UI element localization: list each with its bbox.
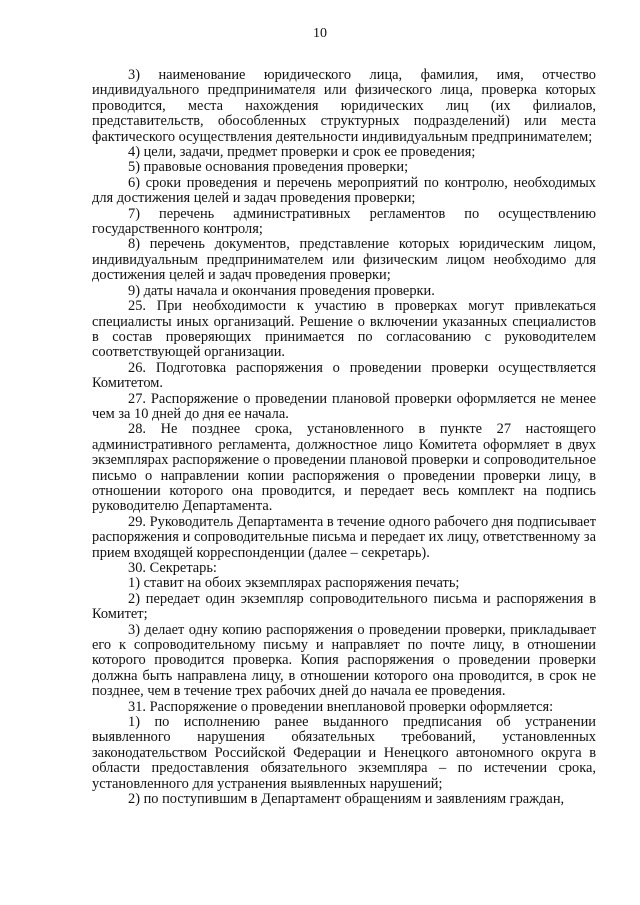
paragraph-section-31-item-1: 1) по исполнению ранее выданного предписания об устранении выявленного нарушения обязательных требований, установленных законодательством Российской Федерации и Ненецкого автономного округа в области предоставления обязательного экземпляра – по истечении срока, установленного для устранения выявленных нарушений; <box>92 714 596 792</box>
paragraph-section-25: 25. При необходимости к участию в проверках могут привлекаться специалисты иных организаций. Решение о включении указанных специалистов в состав проверяющих принимается по согласованию с руководителем соответствующей организации. <box>92 298 596 361</box>
paragraph-item-5: 5) правовые основания проведения проверки; <box>128 159 409 176</box>
paragraph-item-3: 3) наименование юридического лица, фамилия, имя, отчество индивидуального предпринимателя или физического лица, проверка которых проводится, места нахождения юридических лиц (их филиалов, представительств, обособленных структурных подразделений) или места фактического осуществления деятельности индивидуальным предпринимателем; <box>92 67 596 145</box>
paragraph-section-26: 26. Подготовка распоряжения о проведении проверки осуществляется Комитетом. <box>92 359 596 392</box>
paragraph-item-6: 6) сроки проведения и перечень мероприятий по контролю, необходимых для достижения целей и задач проведения проверки; <box>92 174 596 207</box>
paragraph-section-31-item-2: 2) по поступившим в Департамент обращениям и заявлениям граждан, <box>128 791 565 808</box>
paragraph-section-27: 27. Распоряжение о проведении плановой проверки оформляется не менее чем за 10 дней до дня ее начала. <box>92 390 596 422</box>
paragraph-section-31: 31. Распоряжение о проведении внеплановой проверки оформляется: <box>128 698 554 715</box>
paragraph-item-7: 7) перечень административных регламентов по осуществлению государственного контроля; <box>92 205 596 238</box>
paragraph-item-8: 8) перечень документов, представление которых юридическим лицом, индивидуальным предпринимателем или физическим лицом необходимо для достижения целей и задач проведения проверки; <box>92 236 596 284</box>
paragraph-item-4: 4) цели, задачи, предмет проверки и срок ее проведения; <box>128 144 476 161</box>
paragraph-section-29: 29. Руководитель Департамента в течение одного рабочего дня подписывает распоряжения и сопроводительные письма и передает их лицу, ответственному за прием входящей корреспонденции (далее – секретарь). <box>92 513 596 561</box>
document-body <box>92 68 596 808</box>
paragraph-section-30: 30. Секретарь: <box>128 560 217 576</box>
paragraph-item-9: 9) даты начала и окончания проведения проверки. <box>128 282 435 299</box>
paragraph-section-28: 28. Не позднее срока, установленного в пункте 27 настоящего административного регламента, должностное лицо Комитета оформляет в двух экземплярах распоряжение о проведении плановой проверки и сопроводительное письмо о направлении копии распоряжения о проведении проверки лицу, в отношении которого она проводится, и передает весь комплект на подпись руководителю Департамента. <box>92 421 596 515</box>
paragraph-section-30-item-2: 2) передает один экземпляр сопроводительного письма и распоряжения в Комитет; <box>92 590 596 623</box>
paragraph-section-30-item-3: 3) делает одну копию распоряжения о проведении проверки, прикладывает его к сопроводительному письму и направляет по почте лицу, в отношении которого проводится проверка. Копия распоряжения о проведении проверки должна быть направлена лицу, в отношении которого она проводится, в срок не позднее, чем в течение трех рабочих дней до начала ее проведения. <box>92 621 596 700</box>
page-number: 10 <box>313 26 327 41</box>
paragraph-section-30-item-1: 1) ставит на обоих экземплярах распоряжения печать; <box>128 575 460 592</box>
